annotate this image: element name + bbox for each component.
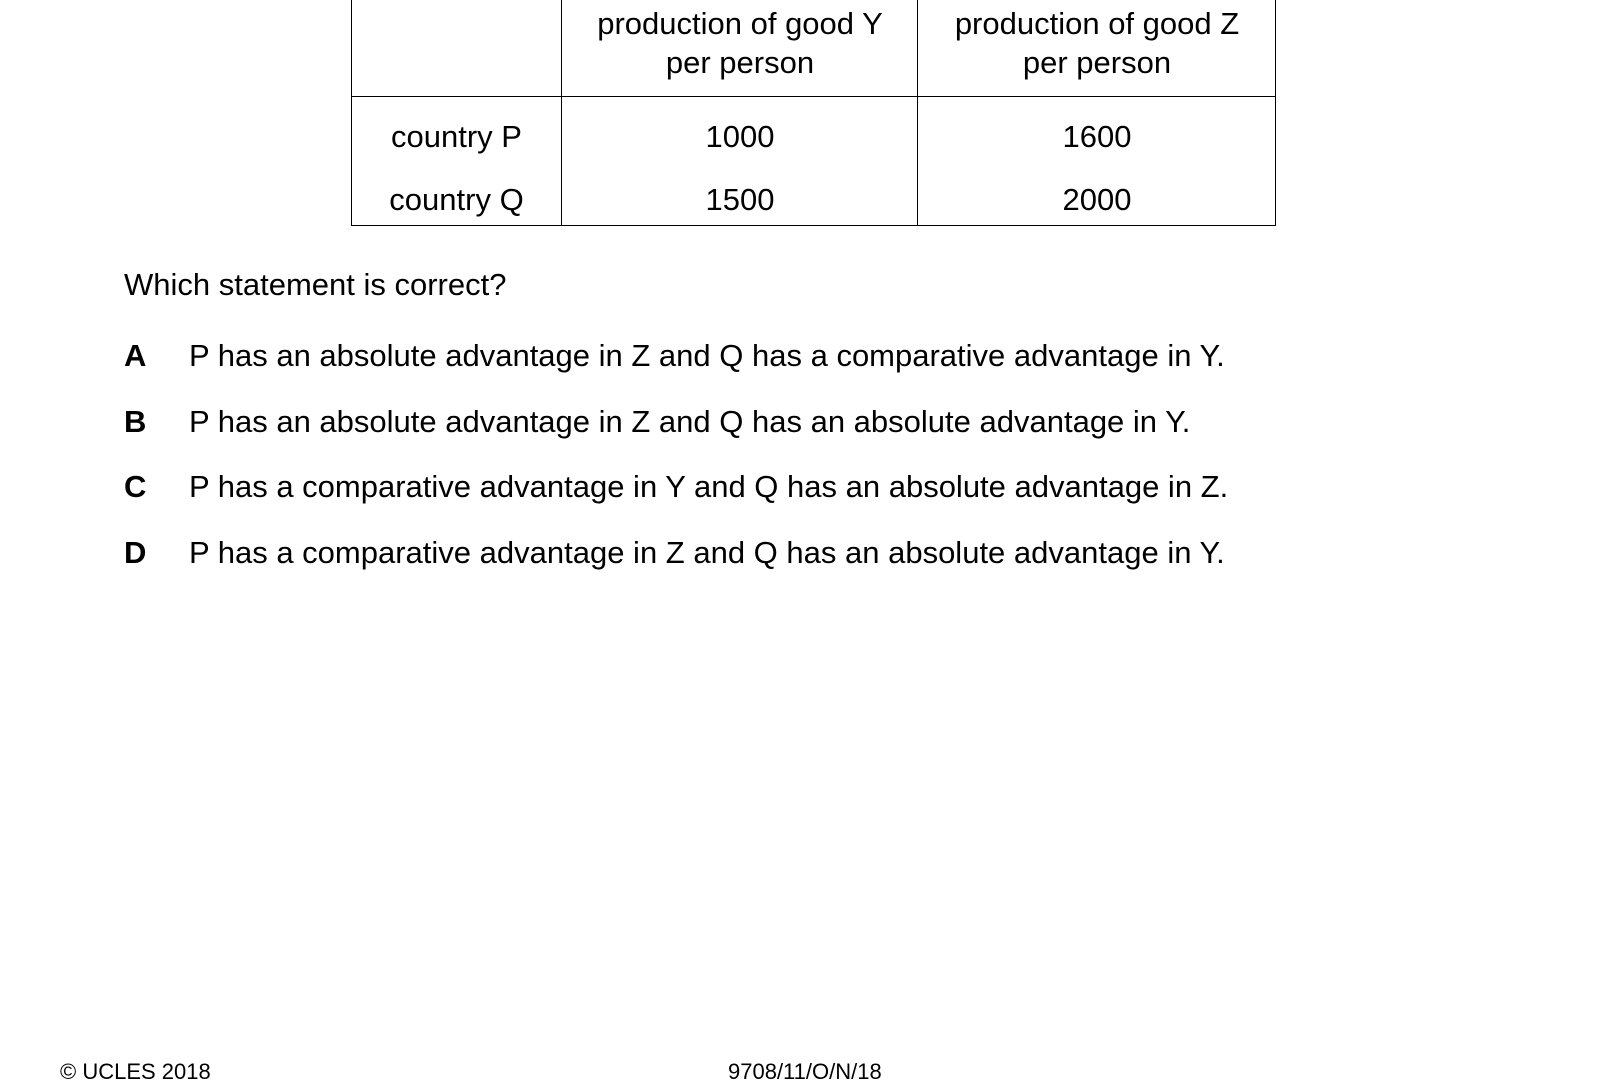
table-cell-value: 1000	[705, 119, 775, 154]
copyright-notice: © UCLES 2018	[60, 1059, 211, 1084]
option-letter: C	[124, 469, 147, 504]
table-cell-value: 1500	[705, 182, 775, 217]
option-letter: D	[124, 535, 147, 570]
table-header-text: per person	[1022, 45, 1172, 80]
option-letter: B	[124, 404, 147, 439]
table-row-label: country Q	[389, 182, 524, 217]
table-header-text: production of good Z	[954, 6, 1240, 41]
option-letter: A	[124, 338, 147, 373]
table-header-good-y	[563, 4, 917, 82]
option-text: P has an absolute advantage in Z and Q has a comparative advantage in Y.	[189, 338, 1225, 373]
option-text: P has a comparative advantage in Z and Q has an absolute advantage in Y.	[189, 535, 1225, 570]
option-text: P has a comparative advantage in Y and Q has an absolute advantage in Z.	[189, 469, 1229, 504]
table-column-divider	[917, 0, 918, 225]
question-text: Which statement is correct?	[124, 267, 507, 302]
table-header-divider	[352, 96, 1275, 97]
paper-code: 9708/11/O/N/18	[728, 1059, 882, 1084]
table-row-label: country P	[391, 119, 522, 154]
option-text: P has an absolute advantage in Z and Q has an absolute advantage in Y.	[189, 404, 1191, 439]
table-cell-value: 2000	[1062, 182, 1132, 217]
table-header-good-z	[919, 4, 1275, 82]
table-cell-value: 1600	[1062, 119, 1132, 154]
production-table	[351, 0, 1276, 226]
table-header-text: per person	[665, 45, 815, 80]
table-header-text: production of good Y	[597, 6, 883, 41]
table-column-divider	[561, 0, 562, 225]
